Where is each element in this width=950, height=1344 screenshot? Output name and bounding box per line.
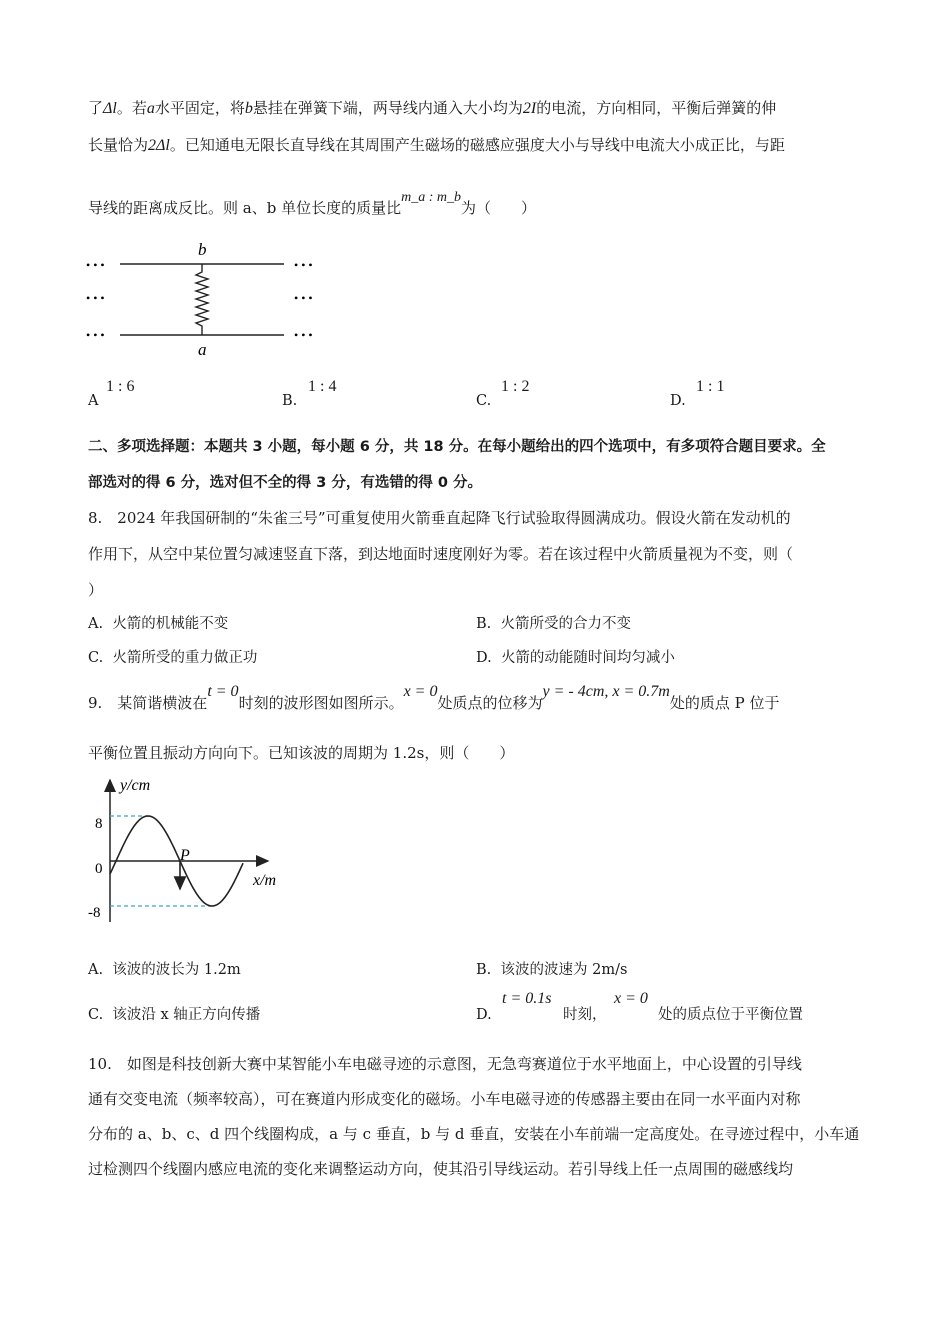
x-axis-label: x/m <box>253 872 277 889</box>
q7-line-2: 长量恰为2Δl。已知通电无限长直导线在其周围产生磁场的磁感应强度大小与导线中电流大小成正比，与距 <box>88 136 785 154</box>
fig-dots-mid-right: • • • <box>294 291 313 305</box>
q7-line-1: 了Δl。若a水平固定，将b悬挂在弹簧下端，两导线内通入大小均为2I的电流，方向相同，平衡后弹簧的伸 <box>88 99 777 117</box>
fig-dots-top-right: • • • <box>294 258 313 272</box>
q9-wave-graph <box>88 772 298 942</box>
fig-dots-mid-left: • • • <box>86 291 105 305</box>
fig-dots-top-left: • • • <box>86 258 105 272</box>
q9-option-a[interactable]: A. 该波的波长为 1.2m <box>88 962 241 978</box>
section2-header-line-1: 二、多项选择题：本题共 3 小题，每小题 6 分，共 18 分。在每小题给出的四个选项中，有多项符合题目要求。全 <box>88 439 826 455</box>
q10-line-1: 10. 如图是科技创新大赛中某智能小车电磁寻迹的示意图，无急弯赛道位于水平地面上，中心设置的引导线 <box>88 1055 802 1073</box>
label-b: b <box>198 240 207 259</box>
section2-header-line-2: 部选对的得 6 分，选对但不全的得 3 分，有选错的得 0 分。 <box>88 475 483 491</box>
y-tick-8: 8 <box>95 816 103 832</box>
q9-option-c[interactable]: C. 该波沿 x 轴正方向传播 <box>88 1007 261 1023</box>
q8-option-d[interactable]: D. 火箭的动能随时间均匀减小 <box>476 650 675 666</box>
q8-line-3: ） <box>88 581 104 599</box>
label-a: a <box>198 340 207 358</box>
q10-line-3: 分布的 a、b、c、d 四个线圈构成，a 与 c 垂直，b 与 d 垂直，安装在小车前端一定高度处。在寻迹过程中，小车通 <box>88 1125 860 1143</box>
y-axis-label: y/cm <box>120 777 151 794</box>
fig-dots-bot-left: • • • <box>86 328 105 342</box>
q8-option-b[interactable]: B. 火箭所受的合力不变 <box>476 616 631 632</box>
q10-line-4: 过检测四个线圈内感应电流的变化来调整运动方向，使其沿引导线运动。若引导线上任一点周围的磁感线均 <box>88 1160 794 1178</box>
q7-wires-figure <box>82 238 342 358</box>
q8-line-1: 8. 2024 年我国研制的“朱雀三号”可重复使用火箭垂直起降飞行试验取得圆满成功。假设火箭在发动机的 <box>88 509 791 527</box>
y-tick-0: 0 <box>95 861 103 877</box>
q8-line-2: 作用下，从空中某位置匀减速竖直下落，到达地面时速度刚好为零。若在该过程中火箭质量视为不变，则（ <box>88 545 794 563</box>
q10-line-2: 通有交变电流（频率较高），可在赛道内形成变化的磁场。小车电磁寻迹的传感器主要由在同一水平面内对称 <box>88 1090 801 1108</box>
q7-line-3: 导线的距离成反比。则 a、b 单位长度的质量比m_a : m_b为（ ） <box>88 190 536 217</box>
q8-option-c[interactable]: C. 火箭所受的重力做正功 <box>88 650 258 666</box>
spring <box>196 264 208 335</box>
q9-line-2: 平衡位置且振动方向向下。已知该波的周期为 1.2s，则（ ） <box>88 744 515 762</box>
fig-dots-bot-right: • • • <box>294 328 313 342</box>
q9-option-b[interactable]: B. 该波的波速为 2m/s <box>476 962 628 978</box>
point-p-label: P <box>180 847 190 864</box>
q8-option-a[interactable]: A. 火箭的机械能不变 <box>88 616 229 632</box>
y-tick-minus-8: -8 <box>88 905 101 921</box>
q9-line-1: 9. 某简谐横波在t = 0时刻的波形图如图所示。x = 0处质点的位移为y = - 4cm, x = 0.7m处的质点 P 位于 <box>88 683 780 712</box>
